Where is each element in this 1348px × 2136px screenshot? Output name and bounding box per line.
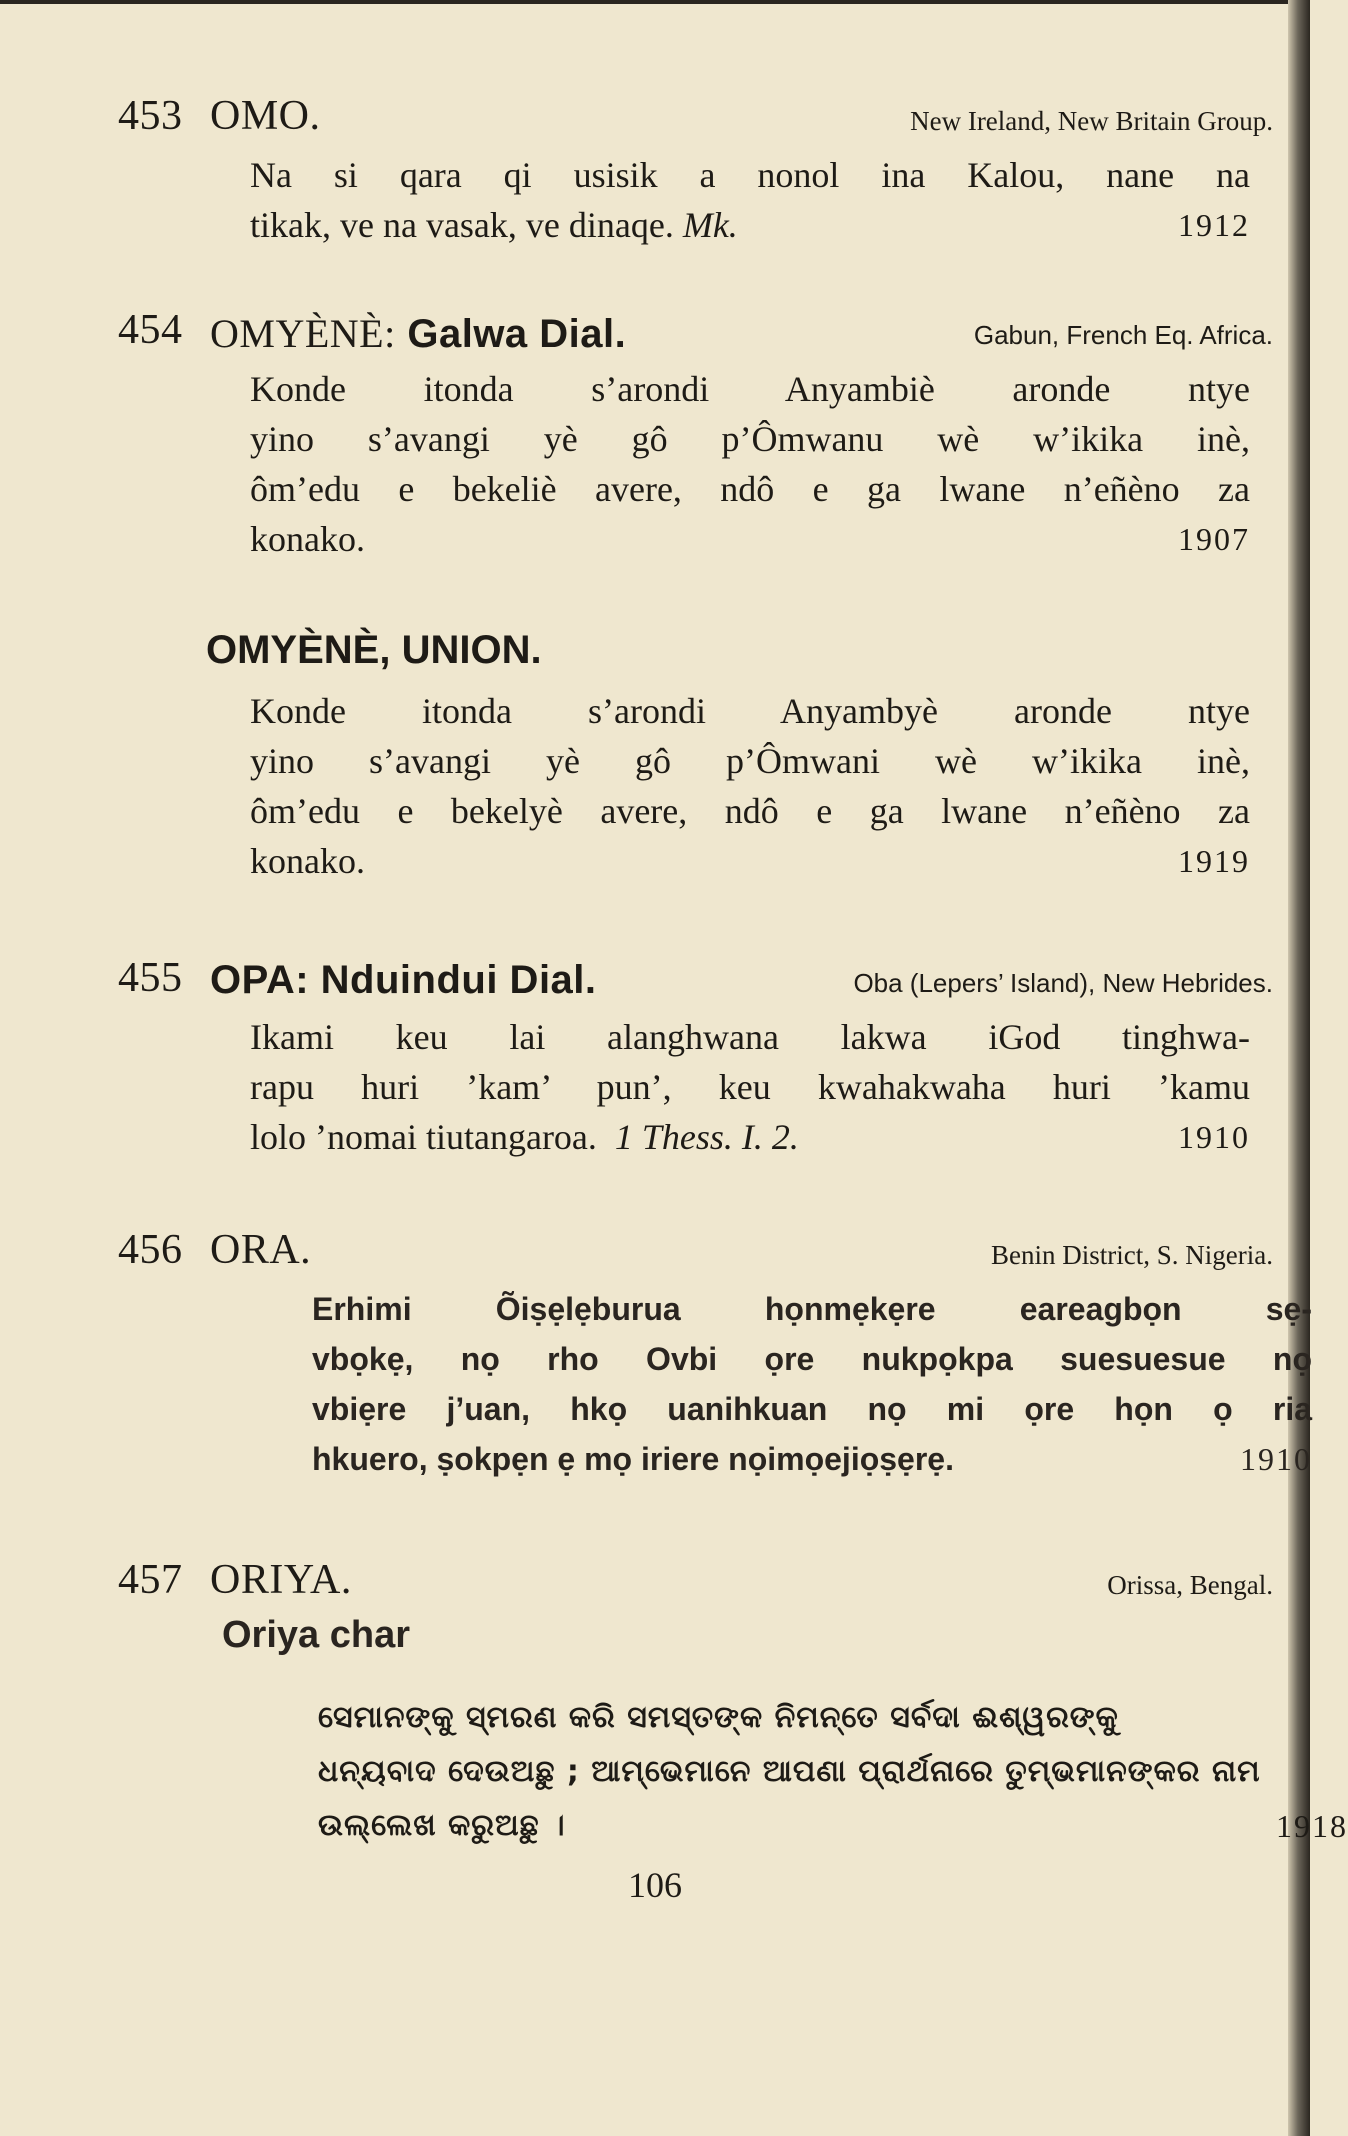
oriya-line-last	[318, 1799, 1348, 1853]
entry-number: 454	[118, 307, 183, 353]
page-number: 106	[628, 1865, 682, 1905]
year: 1907	[1178, 521, 1250, 557]
language-name: ORIYA.	[210, 1557, 352, 1603]
script-label: Oriya char	[222, 1614, 410, 1656]
scripture-text	[312, 1284, 1312, 1484]
entry-heading	[118, 1226, 1273, 1288]
language-name	[210, 958, 597, 1003]
scripture-text	[250, 150, 1250, 250]
year: 1919	[1178, 843, 1250, 879]
scripture-text	[250, 364, 1250, 564]
scripture-text	[250, 686, 1250, 886]
text-line: yino s’avangi yè gô p’Ômwanu wè w’ikika inè,	[250, 419, 1250, 459]
scripture-text	[250, 1012, 1250, 1162]
entry-heading	[118, 1556, 1273, 1618]
text-line: tikak, ve na vasak, ve dinaqe.	[250, 205, 674, 245]
oriya-line: ସେମାନଙ୍କୁ ସ୍ମରଣ କରି ସମସ୍ତଙ୍କ ନିମନ୍ତେ ସର୍ବଦା ଈଶ୍ୱରଙ୍କୁ	[318, 1700, 1119, 1735]
entry-number: 453	[118, 93, 183, 139]
reference: 1 Thess. I. 2.	[614, 1117, 799, 1157]
year: 1910	[1178, 1119, 1250, 1155]
text-line-last	[250, 514, 1250, 564]
language-name: OMYÈNÈ, UNION.	[206, 628, 542, 672]
text-line: yino s’avangi yè gô p’Ômwani wè w’ikika inè,	[250, 741, 1250, 781]
reference: Mk.	[682, 205, 738, 245]
entry-453	[118, 92, 1273, 250]
text-line: Erhimi Õiṣẹlẹburua họnmẹkẹre eareagbọn sẹ-	[312, 1291, 1312, 1327]
region-label: New Ireland, New Britain Group.	[910, 106, 1273, 136]
region-label: Benin District, S. Nigeria.	[991, 1240, 1273, 1270]
language-name: ORA.	[210, 1227, 312, 1273]
text-line: lolo ’nomai tiutangaroa.	[250, 1117, 597, 1157]
entry-heading	[118, 954, 1273, 1016]
entry-number: 457	[118, 1557, 183, 1603]
text-line-last	[250, 1112, 1250, 1162]
language-title: OPA:	[210, 958, 310, 1002]
entry-omyene-union	[118, 628, 1273, 886]
text-line: rapu huri ’kam’ pun’, keu kwahakwaha huri ’kamu	[250, 1067, 1250, 1107]
text-line-last	[312, 1434, 1312, 1484]
region-label: Gabun, French Eq. Africa.	[973, 320, 1273, 350]
text-line-last	[250, 836, 1250, 886]
dialect-name: Nduindui Dial.	[320, 958, 597, 1002]
text-line: hkuero, ṣokpẹn ẹ mọ iriere nọimọejiọṣẹrẹ.	[312, 1441, 954, 1477]
language-name	[210, 310, 626, 357]
text-line: Na si qara qi usisik a nonol ina Kalou, nane na	[250, 155, 1250, 195]
entry-heading	[118, 306, 1273, 368]
entry-heading	[118, 92, 1273, 154]
entry-number: 456	[118, 1227, 183, 1273]
text-line-last	[250, 200, 1250, 250]
oriya-script-text	[318, 1691, 1348, 1853]
entry-heading	[118, 628, 1273, 690]
text-line: vbiẹre j’uan, hkọ uanihkuan nọ mi ọre họn ọ ria	[312, 1391, 1312, 1427]
text-line: Ikami keu lai alanghwana lakwa iGod tinghwa-	[250, 1017, 1250, 1057]
entry-455	[118, 954, 1273, 1162]
year: 1910	[1240, 1441, 1312, 1477]
entry-number: 455	[118, 955, 183, 1001]
entry-454	[118, 306, 1273, 564]
text-line: ôm’edu e bekeliè avere, ndô e ga lwane n’eñèno za	[250, 469, 1250, 509]
dialect-name: Galwa Dial.	[407, 312, 627, 356]
region-label: Orissa, Bengal.	[1107, 1570, 1273, 1600]
year: 1912	[1178, 207, 1250, 243]
text-line: Konde itonda s’arondi Anyambiè aronde ntye	[250, 369, 1250, 409]
language-name: OMO.	[210, 93, 321, 139]
text-line: konako.	[250, 519, 365, 559]
entry-457	[118, 1556, 1348, 1853]
text-line: ôm’edu e bekelyè avere, ndô e ga lwane n’eñèno za	[250, 791, 1250, 831]
text-line: vbọkẹ, nọ rho Ovbi ọre nukpọkpa suesuesue nọ	[312, 1341, 1312, 1377]
language-title: OMYÈNÈ:	[210, 311, 396, 356]
year: 1918	[1276, 1808, 1348, 1844]
text-line: konako.	[250, 841, 365, 881]
oriya-line: ଉଲ୍ଲେଖ କରୁଅଛୁ ।	[318, 1808, 566, 1843]
region-label: Oba (Lepers’ Island), New Hebrides.	[853, 968, 1273, 998]
text-line: Konde itonda s’arondi Anyambyè aronde ntye	[250, 691, 1250, 731]
entry-456	[118, 1226, 1312, 1484]
oriya-line: ଧନ୍ୟବାଦ ଦେଉଅଛୁ ; ଆମ୍ଭେମାନେ ଆପଣା ପ୍ରାର୍ଥନାରେ ତୁମ୍ଭମାନଙ୍କର ନାମ	[318, 1754, 1261, 1789]
